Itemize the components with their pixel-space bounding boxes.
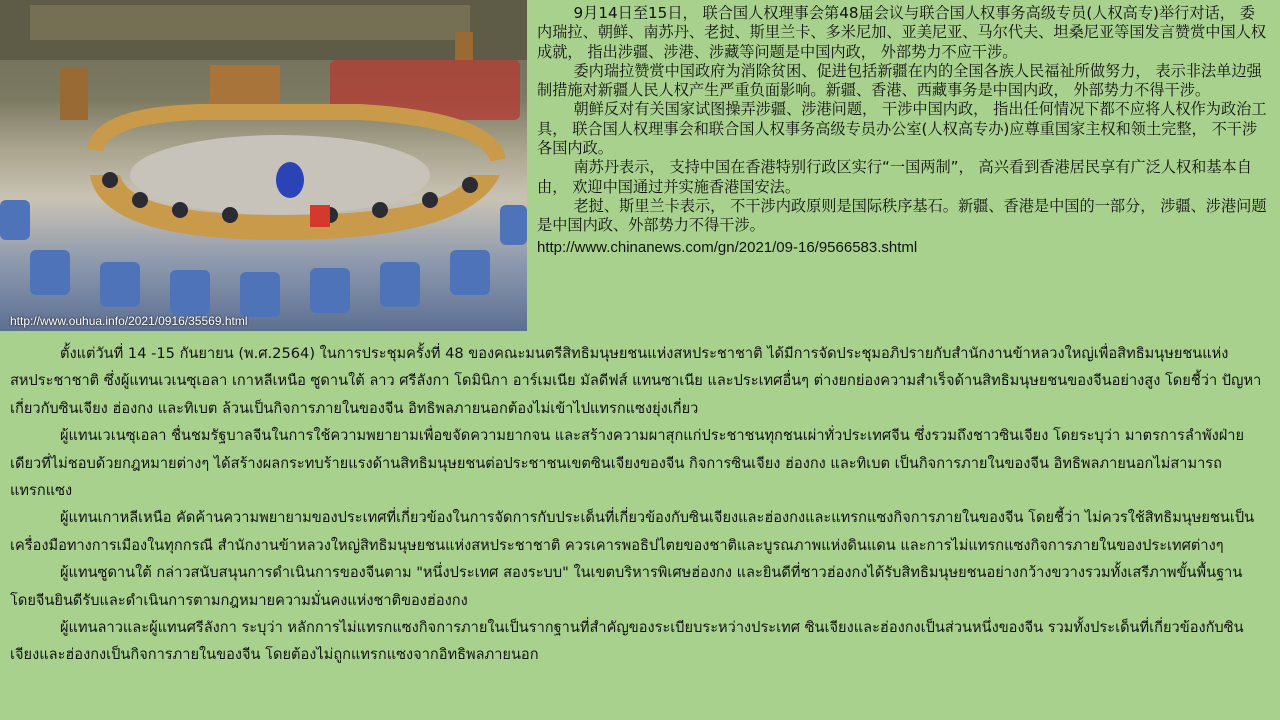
chinese-article: [537, 4, 1270, 257]
chinese-paragraph: 朝鲜反对有关国家试图操弄涉疆、涉港问题， 干涉中国内政， 指出任何情况下都不应将人权作为政治工具， 联合国人权理事会和联合国人权事务高级专员办公室(人权高专办)应尊重国家主权和领土完整， 不干涉各国内政。: [537, 100, 1267, 158]
photo-source-caption: http://www.ouhua.info/2021/0916/35569.html: [10, 314, 248, 328]
thai-paragraph: ผู้แทนลาวและผู้แทนศรีลังกา ระบุว่า หลักการไม่แทรกแซงกิจการภายในเป็นรากฐานที่สำคัญของระเบียบระหว่างประเทศ ซินเจียงและฮ่องกงเป็นส่วนหนึ่งของจีน รวมทั้งประเด็นที่เกี่ยวข้องกับซินเจียงและฮ่องกงเป็นกิจการภายในของจีน โดยต้องไม่ถูกแทรกแซงจากอิทธิพลภายนอก: [10, 619, 1244, 664]
meeting-photo: [0, 0, 527, 331]
council-chamber-illustration: [0, 0, 527, 331]
thai-paragraph: ผู้แทนเวเนซุเอลา ชื่นชมรัฐบาลจีนในการใช้ความพยายามเพื่อขจัดความยากจน และสร้างความผาสุกแก่ประชาชนทุกชนเผ่าทั่วประเทศจีน ซึ่งรวมถึงชาวซินเจียง โดยระบุว่า มาตรการลำพังฝ่ายเดียวที่ไม่ชอบด้วยกฎหมายต่างๆ ได้สร้างผลกระทบร้ายแรงด้านสิทธิมนุษยชนต่อประชาชนเขตซินเจียงของจีน กิจการซินเจียง ฮ่องกง และทิเบต เป็นกิจการภายในของจีน อิทธิพลภายนอกไม่สามารถแทรกแซง: [10, 427, 1244, 500]
thai-article: [10, 340, 1272, 669]
chinese-paragraph: 委内瑞拉赞赏中国政府为消除贫困、促进包括新疆在内的全国各族人民福祉所做努力， 表示非法单边强制措施对新疆人民人权产生严重负面影响。新疆、香港、西藏事务是中国内政， 外部势力不得干涉。: [537, 61, 1262, 100]
thai-paragraph: ตั้งแต่วันที่ 14 -15 กันยายน (พ.ศ.2564) ในการประชุมครั้งที่ 48 ของคณะมนตรีสิทธิมนุษยชนแห่งสหประชาชาติ ได้มีการจัดประชุมอภิปรายกับสำนักงานข้าหลวงใหญ่เพื่อสิทธิมนุษยชนแห่งสหประชาชาติ ซึ่งผู้แทนเวเนซุเอลา เกาหลีเหนือ ซูดานใต้ ลาว ศรีลังกา โดมินิกา อาร์เมเนีย มัลดีฟส์ แทนซาเนีย และประเทศอื่นๆ ต่างยกย่องความสำเร็จด้านสิทธิมนุษยชนของจีนอย่างสูง โดยชี้ว่า ปัญหาเกี่ยวกับซินเจียง ฮ่องกง และทิเบต ล้วนเป็นกิจการภายในของจีน อิทธิพลภายนอกต้องไม่เข้าไปแทรกแซงยุ่งเกี่ยว: [10, 345, 1262, 417]
thai-paragraph: ผู้แทนซูดานใต้ กล่าวสนับสนุนการดำเนินการของจีนตาม "หนึ่งประเทศ สองระบบ" ในเขตบริหารพิเศษฮ่องกง และยินดีที่ชาวฮ่องกงได้รับสิทธิมนุษยชนอย่างกว้างขวางรวมทั้งเสรีภาพขั้นพื้นฐาน โดยจีนยินดีรับและดำเนินการตามกฎหมายความมั่นคงแห่งชาติของฮ่องกง: [10, 564, 1243, 609]
thai-paragraph: ผู้แทนเกาหลีเหนือ คัดค้านความพยายามของประเทศที่เกี่ยวข้องในการจัดการกับประเด็นที่เกี่ยวข้องกับซินเจียงและฮ่องกงและแทรกแซงกิจการภายในของจีน โดยชี้ว่า ไม่ควรใช้สิทธิมนุษยชนเป็นเครื่องมือทางการเมืองในทุกกรณี สำนักงานข้าหลวงใหญ่สิทธิมนุษยชนแห่งสหประชาชาติ ควรเคารพอธิปไตยของชาติและบูรณภาพแห่งดินแดน และการไม่แทรกแซงกิจการภายในของประเทศต่างๆ: [10, 509, 1255, 554]
chinese-paragraph: 9月14日至15日， 联合国人权理事会第48届会议与联合国人权事务高级专员(人权高专)举行对话， 委内瑞拉、朝鲜、南苏丹、老挝、斯里兰卡、多米尼加、亚美尼亚、马尔代夫、坦桑尼亚等国发言赞赏中国人权成就， 指出涉疆、涉港、涉藏等问题是中国内政， 外部势力不应干涉。: [537, 4, 1266, 61]
chinese-paragraph: 南苏丹表示， 支持中国在香港特别行政区实行“一国两制”， 高兴看到香港居民享有广泛人权和基本自由， 欢迎中国通过并实施香港国安法。: [537, 158, 1252, 196]
chinese-paragraph: 老挝、斯里兰卡表示， 不干涉内政原则是国际秩序基石。新疆、香港是中国的一部分， 涉疆、涉港问题是中国内政、外部势力不得干涉。: [537, 196, 1267, 235]
chinese-source-link[interactable]: http://www.chinanews.com/gn/2021/09-16/9566583.shtml: [537, 238, 918, 256]
